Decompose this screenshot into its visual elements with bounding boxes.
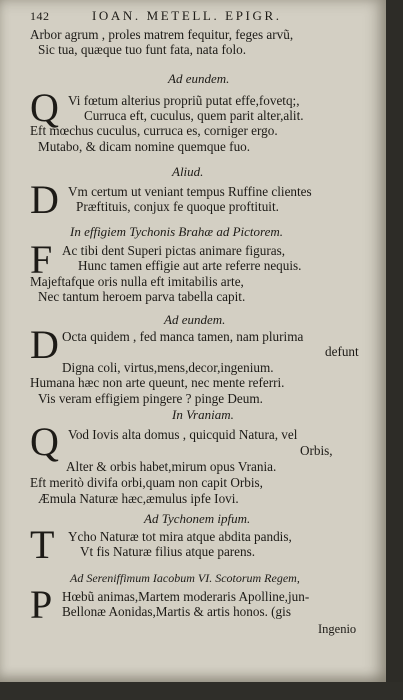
verse-line: Octa quidem , fed manca tamen, nam plurima	[62, 329, 304, 344]
verse-line: defunt	[325, 344, 359, 359]
poem-heading: In effigiem Tychonis Brahæ ad Pictorem.	[70, 224, 284, 239]
drop-cap: T	[30, 522, 55, 567]
poem-heading: Ad eundem.	[168, 71, 230, 86]
verse-line: Eft mœchus cuculus, curruca es, corniger ergo.	[30, 123, 278, 138]
verse-line: Majeftafque oris nulla eft imitabilis arte,	[30, 274, 244, 289]
poem-heading: Ad eundem.	[164, 312, 226, 327]
verse-line: Alter & orbis habet,mirum opus Vrania.	[66, 459, 277, 474]
running-title: IOAN. METELL. EPIGR.	[92, 8, 282, 23]
verse-line: Vod Iovis alta domus , quicquid Natura, vel	[68, 427, 298, 442]
verse-line: Digna coli, virtus,mens,decor,ingenium.	[62, 360, 274, 375]
drop-cap: P	[30, 582, 53, 627]
verse-line: Sic tua, quæque tuo funt fata, nata folo.	[38, 42, 247, 57]
drop-cap: D	[30, 177, 59, 222]
drop-cap: F	[30, 237, 53, 282]
verse-line: Æmula Naturæ hæc,æmulus ipfe Iovi.	[38, 491, 239, 506]
poem-heading: In Vraniam.	[172, 407, 234, 422]
poem-heading: Ad Tychonem ipfum.	[144, 511, 251, 526]
verse-line: Humana hæc non arte queunt, nec mente referri.	[30, 375, 285, 390]
verse-line: Bellonæ Aonidas,Martis & artis honos. (gis	[62, 604, 291, 619]
verse-line: Ycho Naturæ tot mira atque abdita pandis,	[68, 529, 292, 544]
page-edge-shadow	[386, 0, 403, 700]
verse-line: Præftituis, conjux fe quoque proftituit.	[76, 199, 279, 214]
verse-line: Arbor agrum , proles matrem fequitur, feges arvũ,	[30, 27, 294, 42]
drop-cap: D	[30, 322, 59, 367]
drop-cap: Q	[30, 85, 59, 130]
catchword: Ingenio	[318, 622, 357, 636]
verse-line: Hunc tamen effigie aut arte referre nequis.	[78, 258, 302, 273]
verse-line: Curruca eft, cuculus, quem parit alter,alit.	[84, 108, 304, 123]
verse-line: Eft meritò divifa orbi,quam non capit Orbis,	[30, 475, 263, 490]
drop-cap: Q	[30, 419, 59, 464]
verse-line: Orbis,	[300, 443, 333, 458]
poem-heading: Ad Sereniffimum Iacobum VI. Scotorum Regem,	[70, 571, 300, 585]
verse-line: Vis veram effigiem pingere ? pinge Deum.	[38, 391, 263, 406]
verse-line: Mutabo, & dicam nomine quemque fuo.	[38, 139, 251, 154]
poem-heading: Aliud.	[172, 164, 204, 179]
verse-line: Vm certum ut veniant tempus Ruffine clientes	[68, 184, 312, 199]
verse-line: Vi fœtum alterius propriũ putat effe,fovetq;,	[68, 93, 300, 108]
verse-line: Nec tantum heroem parva tabella capit.	[38, 289, 246, 304]
verse-line: Vt fis Naturæ filius atque parens.	[80, 544, 256, 559]
page-number: 142	[30, 9, 50, 23]
verse-line: Ac tibi dent Superi pictas animare figuras,	[62, 243, 286, 258]
book-bottom-shadow	[0, 682, 403, 700]
verse-line: Hœbũ animas,Martem moderaris Apolline,jun-	[62, 589, 310, 604]
